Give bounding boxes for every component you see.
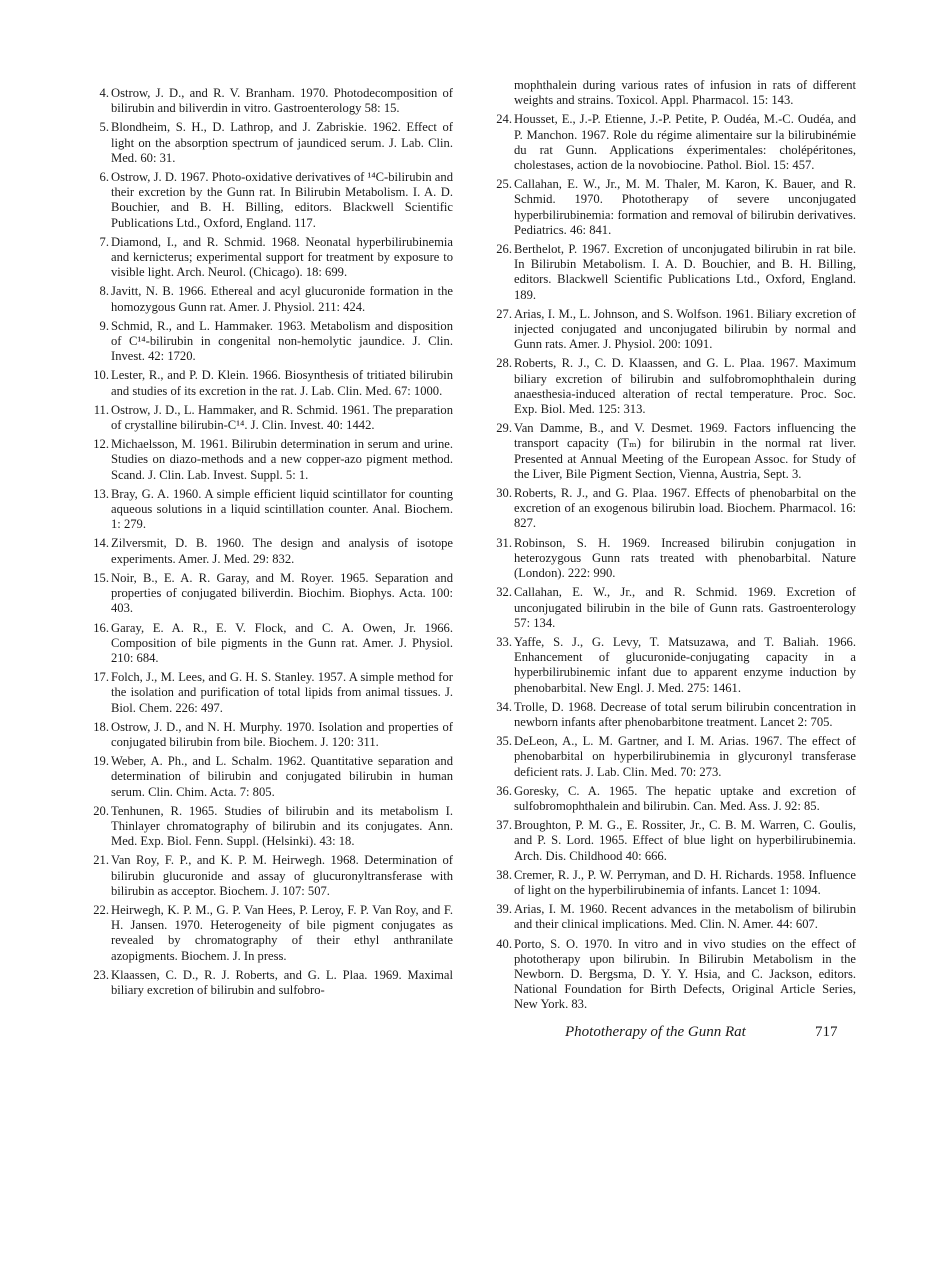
reference-text: Klaassen, C. D., R. J. Roberts, and G. L. Plaa. 1969. Maximal biliary excretion of bilirubin and sulfobro- xyxy=(111,967,453,997)
reference-number: 24. xyxy=(496,112,512,127)
reference-item xyxy=(87,170,453,231)
reference-item xyxy=(87,853,453,899)
reference-number: 20. xyxy=(93,803,109,818)
reference-item xyxy=(490,112,856,173)
reference-number: 15. xyxy=(93,570,109,585)
reference-item xyxy=(87,319,453,365)
reference-number: 19. xyxy=(93,754,109,769)
reference-item xyxy=(490,242,856,303)
reference-text: Ostrow, J. D., L. Hammaker, and R. Schmid. 1961. The preparation of crystalline bilirubin-C¹⁴. J. Clin. Invest. 40: 1442. xyxy=(111,402,453,433)
reference-item xyxy=(87,536,453,566)
reference-item xyxy=(490,635,856,696)
reference-number: 25. xyxy=(496,177,512,192)
reference-text: Yaffe, S. J., G. Levy, T. Matsuzawa, and T. Baliah. 1966. Enhancement of glucuronide-conjugating capacity in a hyperbilirubinemic infant due to apparent enzyme induction by phenobarbital. New Engl. J. Med. 275: 1461. xyxy=(514,634,856,695)
reference-text: DeLeon, A., L. M. Gartner, and I. M. Arias. 1967. The effect of phenobarbital on hyperbilirubinemia in glycuronyl transferase deficient rats. J. Lab. Clin. Med. 70: 273. xyxy=(514,734,856,779)
reference-number: 6. xyxy=(99,170,109,185)
reference-text: Michaelsson, M. 1961. Bilirubin determination in serum and urine. Studies on diazo-methods and a new copper-azo pigment method. Scand. J. Clin. Lab. Invest. Suppl. 5: 1. xyxy=(111,437,453,482)
reference-item xyxy=(490,734,856,780)
reference-text: Roberts, R. J., and G. Plaa. 1967. Effects of phenobarbital on the excretion of an exogenous bilirubin load. Biochem. Pharmacol. 16: 827. xyxy=(514,486,856,531)
reference-number: 32. xyxy=(496,585,512,600)
reference-text: Diamond, I., and R. Schmid. 1968. Neonatal hyperbilirubinemia and kernicterus; experimental support for treatment by exposure to visible light. Arch. Neurol. (Chicago). 18: 699. xyxy=(111,234,453,280)
reference-number: 22. xyxy=(93,902,109,917)
reference-text: Roberts, R. J., C. D. Klaassen, and G. L. Plaa. 1967. Maximum biliary excretion of bilirubin and sulfobromophthalein during anaesthesia-induced alteration of rectal temperature. Proc. Soc. Exp. Biol. Med. 125: 313. xyxy=(514,356,856,417)
reference-text: Callahan, E. W., Jr., M. M. Thaler, M. Karon, K. Bauer, and R. Schmid. 1970. Phototherapy of severe unconjugated hyperbilirubinemia: formation and removal of bilirubin derivatives. Pediatrics. 46: 841. xyxy=(514,177,856,237)
reference-number: 17. xyxy=(93,670,109,685)
reference-number: 12. xyxy=(93,437,109,452)
reference-number: 39. xyxy=(496,902,512,917)
reference-item xyxy=(490,536,856,582)
reference-number: 18. xyxy=(93,719,109,734)
reference-item xyxy=(87,903,453,964)
reference-text: Tenhunen, R. 1965. Studies of bilirubin and its metabolism I. Thinlayer chromatography of bilirubin and its conjugates. Ann. Med. Exp. Biol. Fenn. Suppl. (Helsinki). 43: 18. xyxy=(111,803,453,849)
reference-number: 30. xyxy=(496,486,512,501)
reference-text: Arias, I. M., L. Johnson, and S. Wolfson. 1961. Biliary excretion of injected conjugated and unconjugated bilirubin by normal and Gunn rats. Amer. J. Physiol. 200: 1091. xyxy=(514,306,856,352)
reference-item xyxy=(87,670,453,716)
reference-number: 13. xyxy=(93,486,109,501)
reference-continuation: mophthalein during various rates of infusion in rats of different weights and strains. Toxicol. Appl. Pharmacol. 15: 143. xyxy=(514,78,856,108)
reference-item xyxy=(490,585,856,631)
reference-column-right xyxy=(490,78,856,1017)
reference-number: 28. xyxy=(496,356,512,371)
reference-number: 4. xyxy=(99,86,109,100)
reference-text: Callahan, E. W., Jr., and R. Schmid. 1969. Excretion of unconjugated bilirubin in the bile of Gunn rats. Gastroenterology 57: 134. xyxy=(514,585,856,630)
reference-number: 38. xyxy=(496,867,512,882)
reference-text: Broughton, P. M. G., E. Rossiter, Jr., C. B. M. Warren, C. Goulis, and P. S. Lord. 1965. Effect of blue light on hyperbilirubinemia. Arch. Dis. Childhood 40: 666. xyxy=(514,818,856,863)
reference-number: 7. xyxy=(99,234,109,249)
reference-number: 5. xyxy=(99,120,109,135)
reference-item xyxy=(87,804,453,850)
reference-number: 33. xyxy=(496,634,512,649)
reference-item xyxy=(490,868,856,898)
reference-item xyxy=(490,937,856,1013)
reference-text: Zilversmit, D. B. 1960. The design and analysis of isotope experiments. Amer. J. Med. 29: 832. xyxy=(111,536,453,566)
reference-text: Noir, B., E. A. R. Garay, and M. Royer. 1965. Separation and properties of conjugated biliverdin. Biochim. Biophys. Acta. 100: 403. xyxy=(111,570,453,616)
reference-item xyxy=(490,700,856,730)
reference-number: 8. xyxy=(99,284,109,299)
reference-text: Goresky, C. A. 1965. The hepatic uptake and excretion of sulfobromophthalein and bilirubin. Can. Med. Ass. J. 92: 85. xyxy=(514,783,856,813)
reference-item xyxy=(87,120,453,166)
page-number: 717 xyxy=(815,1024,838,1040)
reference-text: Bray, G. A. 1960. A simple efficient liquid scintillator for counting aqueous solutions in a liquid scintillation counter. Anal. Biochem. 1: 279. xyxy=(111,486,453,532)
reference-number: 29. xyxy=(496,421,512,436)
reference-number: 21. xyxy=(93,853,109,868)
reference-text: Trolle, D. 1968. Decrease of total serum bilirubin concentration in newborn infants after phenobarbitone treatment. Lancet 2: 705. xyxy=(514,699,856,729)
reference-column-left xyxy=(87,86,453,1002)
reference-item xyxy=(87,621,453,667)
reference-number: 11. xyxy=(93,402,109,417)
reference-item xyxy=(87,754,453,800)
reference-number: 31. xyxy=(496,535,512,550)
reference-item xyxy=(490,307,856,353)
reference-item xyxy=(490,486,856,532)
reference-number: 10. xyxy=(93,368,109,383)
running-title: Phototherapy of the Gunn Rat xyxy=(565,1024,746,1040)
reference-item xyxy=(490,784,856,814)
reference-text: Robinson, S. H. 1969. Increased bilirubin conjugation in heterozygous Gunn rats treated with phenobarbital. Nature (London). 222: 990. xyxy=(514,535,856,581)
reference-text: Folch, J., M. Lees, and G. H. S. Stanley. 1957. A simple method for the isolation and purification of total lipids from animal tissues. J. Biol. Chem. 226: 497. xyxy=(111,670,453,715)
reference-item xyxy=(87,487,453,533)
reference-text: Housset, E., J.-P. Etienne, J.-P. Petite, P. Oudéa, M.-C. Oudéa, and P. Manchon. 1967. Role du régime alimentaire sur la bilirubinémie du rat Gunn. Applications éxperimentales: cholépéritones, cholestases, action de la novobiocine. Pathol. Biol. 15: 457. xyxy=(514,112,856,173)
reference-text: Heirwegh, K. P. M., G. P. Van Hees, P. Leroy, F. P. Van Roy, and F. H. Jansen. 1970. Heterogeneity of bile pigment conjugates as revealed by chromatography of their ethyl anthranilate azopigments. Biochem. J. In press. xyxy=(111,902,453,963)
reference-item xyxy=(87,437,453,483)
reference-item xyxy=(87,284,453,314)
reference-number: 34. xyxy=(496,699,512,714)
reference-text: Schmid, R., and L. Hammaker. 1963. Metabolism and disposition of C¹⁴-bilirubin in congenital non-hemolytic jaundice. J. Clin. Invest. 42: 1720. xyxy=(111,318,453,364)
reference-text: Porto, S. O. 1970. In vitro and in vivo studies on the effect of phototherapy upon bilirubin. In Bilirubin Metabolism in the Newborn. D. Bergsma, D. Y. Y. Hsia, and C. Jackson, editors. National Foundation for Birth Defects, Original Article Series, New York. 83. xyxy=(514,936,856,1012)
reference-text: Weber, A. Ph., and L. Schalm. 1962. Quantitative separation and determination of bilirubin and conjugated bilirubin in human serum. Clin. Chim. Acta. 7: 805. xyxy=(111,754,453,799)
reference-item xyxy=(87,720,453,750)
reference-item xyxy=(87,403,453,433)
reference-number: 27. xyxy=(496,306,512,321)
reference-number: 14. xyxy=(93,536,109,551)
reference-item xyxy=(87,86,453,116)
reference-item xyxy=(87,571,453,617)
reference-text: Berthelot, P. 1967. Excretion of unconjugated bilirubin in rat bile. In Bilirubin Metabolism. I. A. D. Bouchier, and B. H. Billing, editors. Blackwell Scientific Publications Ltd., Oxford, England. 189. xyxy=(514,242,856,302)
reference-item xyxy=(490,818,856,864)
reference-number: 16. xyxy=(93,620,109,635)
reference-text: Lester, R., and P. D. Klein. 1966. Biosynthesis of tritiated bilirubin and studies of its excretion in the rat. J. Lab. Clin. Med. 67: 1000. xyxy=(111,368,453,398)
reference-number: 36. xyxy=(496,783,512,798)
reference-number: 9. xyxy=(99,318,109,333)
reference-text: Javitt, N. B. 1966. Ethereal and acyl glucuronide formation in the homozygous Gunn rat. Amer. J. Physiol. 211: 424. xyxy=(111,284,453,314)
reference-item xyxy=(87,968,453,998)
reference-item xyxy=(87,235,453,281)
reference-text: Ostrow, J. D. 1967. Photo-oxidative derivatives of ¹⁴C-bilirubin and their excretion by the Gunn rat. In Bilirubin Metabolism. I. A. D. Bouchier, and B. H. Billing, editors. Blackwell Scientific Publications Ltd., Oxford, England. 117. xyxy=(111,170,453,230)
reference-text: Cremer, R. J., P. W. Perryman, and D. H. Richards. 1958. Influence of light on the hyperbilirubinemia of infants. Lancet 1: 1094. xyxy=(514,867,856,897)
reference-item xyxy=(490,177,856,238)
reference-item xyxy=(490,356,856,417)
reference-number: 23. xyxy=(93,967,109,982)
reference-number: 35. xyxy=(496,734,512,749)
reference-item xyxy=(87,368,453,398)
reference-text: Arias, I. M. 1960. Recent advances in the metabolism of bilirubin and their clinical implications. Med. Clin. N. Amer. 44: 607. xyxy=(514,902,856,932)
reference-text: Van Damme, B., and V. Desmet. 1969. Factors influencing the transport capacity (Tₘ) for bilirubin in the normal rat liver. Presented at Annual Meeting of the European Assoc. for Study of the Liver, Bile Pigment Section, Vienna, Austria, Sept. 3. xyxy=(514,421,856,481)
reference-item xyxy=(490,421,856,482)
reference-text: Blondheim, S. H., D. Lathrop, and J. Zabriskie. 1962. Effect of light on the absorption spectrum of jaundiced serum. J. Lab. Clin. Med. 60: 31. xyxy=(111,120,453,165)
reference-item xyxy=(490,902,856,932)
reference-number: 37. xyxy=(496,818,512,833)
reference-number: 26. xyxy=(496,242,512,257)
reference-text: Van Roy, F. P., and K. P. M. Heirwegh. 1968. Determination of bilirubin glucuronide and assay of glucuronyltransferase with bilirubin as acceptor. Biochem. J. 107: 507. xyxy=(111,853,453,898)
reference-number: 40. xyxy=(496,936,512,951)
reference-text: Garay, E. A. R., E. V. Flock, and C. A. Owen, Jr. 1966. Composition of bile pigments in the Gunn rat. Amer. J. Physiol. 210: 684. xyxy=(111,620,453,665)
reference-text: Ostrow, J. D., and R. V. Branham. 1970. Photodecomposition of bilirubin and biliverdin in vitro. Gastroenterology 58: 15. xyxy=(111,86,453,116)
reference-text: Ostrow, J. D., and N. H. Murphy. 1970. Isolation and properties of conjugated bilirubin from bile. Biochem. J. 120: 311. xyxy=(111,719,453,749)
